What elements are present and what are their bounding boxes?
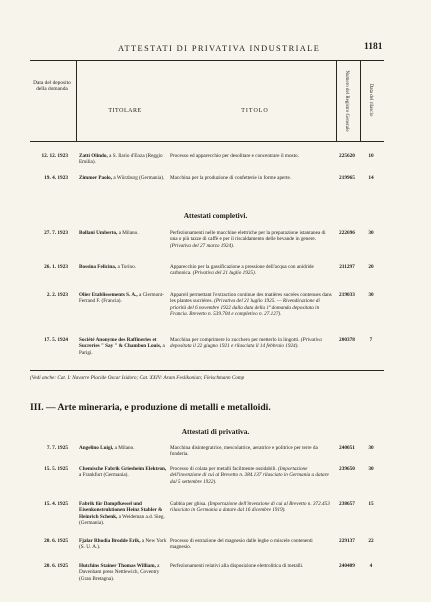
row-sheet: 30 xyxy=(368,292,374,298)
row-holder: Angelino Luigi, a Milano. xyxy=(79,445,135,451)
row-date: 15. 4. 1925 xyxy=(44,501,68,507)
row-title: Macchina per la produzione di confetterie in forme aperte. xyxy=(170,175,292,181)
row-title: Perfezionamenti relativi alla disposizione elettrolitica di metalli. xyxy=(170,563,304,569)
row-title: Processo di estrazione del magnesio dalle leghe o miscele contenenti magnesio. xyxy=(170,538,313,551)
cross-reference: (Vedi anche: Cat. I: Navarre Placide Oscar Isidoro; Cat. XXIV: Aram Feslikonian; Fleischmann Comp xyxy=(30,375,245,381)
row-number: 222696 xyxy=(339,230,355,236)
row-holder: Bossina Felicina, a Torino. xyxy=(79,264,137,270)
col-divider xyxy=(336,60,337,141)
row-sheet: 4 xyxy=(369,563,373,569)
row-date: 27. 7. 1923 xyxy=(44,230,68,236)
running-title: ATTESTATI DI PRIVATIVA INDUSTRIALE xyxy=(118,44,321,53)
row-date: 20. 6. 1925 xyxy=(44,538,68,544)
row-date: 19. 4. 1923 xyxy=(44,175,68,181)
row-holder: Chemische Fabrik Griesheim Elektron, a Frankfurt (Germania). xyxy=(79,466,167,479)
row-holder: Société Anonyme des Raffineries et Sucreries " Say " & Chambon Louis, a Parigi. xyxy=(79,337,165,356)
row-sheet: 15 xyxy=(368,501,374,507)
row-title: Apparecchio per la gassificazione a pressione dell'acqua con anidride carbonica. (Privativa del 21 luglio 1925). xyxy=(170,264,314,277)
row-title: Processo ed apparecchio per desolitare e concentrare il mosto. xyxy=(170,153,299,159)
row-date: 26. 1. 1923 xyxy=(44,264,68,270)
row-title: Macchina disintegratrice, mescolatrice, aeratrice e politrice per terre da fonderia. xyxy=(170,445,318,458)
column-number-header: Numero del Registro Generale xyxy=(344,70,349,132)
row-holder: Zimmer Paolo, a Würzburg (Germania). xyxy=(79,175,165,181)
row-date: 7. 7. 1925 xyxy=(46,445,68,451)
row-sheet: 30 xyxy=(368,230,374,236)
row-number: 240051 xyxy=(339,445,355,451)
row-title: Macchina per comprimere lo zucchero per metterlo in lingotti. (Privativa depositata il 22 giugno 1921 e rilasciata il 14 febbraio 1924). xyxy=(170,337,322,350)
section-title: III. — Arte mineraria, e produzione di metalli e metalloidi. xyxy=(30,402,271,413)
row-sheet: 7 xyxy=(369,337,373,343)
column-title-header: TITOLO xyxy=(241,108,269,114)
row-number: 225620 xyxy=(339,153,355,159)
col-divider xyxy=(76,60,77,141)
row-title: Gabbia per ghisa. (Importazione dell'invenzione di cui al Brevetto n. 372.453 rilasciato in Germania a datare dal 16 dicembre 1919). xyxy=(170,501,330,514)
row-title: Appareil permettant l'extraction continue des matières sucrées contenues dans les plantes sucrières. (Privativa del 21 luglio 1925. — Rivendicazione di priorità del 6 novembre 1922 dalla data della 1ª domanda depositata in Francia. Brevetto n. 539.704 e completivo n. 27.127). xyxy=(170,292,332,318)
row-date: 20. 6. 1925 xyxy=(44,563,68,569)
completivi-heading: Attestati completivi. xyxy=(183,211,248,220)
row-sheet: 14 xyxy=(368,175,374,181)
row-date: 15. 5. 1925 xyxy=(44,466,68,472)
column-sheet-header: Data del rilascio xyxy=(368,83,373,117)
row-holder: Olier Etablissements S. A., a Clermont-Ferrand F. (Francia). xyxy=(79,292,164,305)
column-date-header: Data del deposito della domanda xyxy=(33,80,71,93)
row-sheet: 30 xyxy=(368,466,374,472)
row-title: Processo di colata per metalli facilmente ossidabili. (Importazione dell'invenzione di cui al Brevetto n. 384.137 rilasciato in Germania a datare dal 5 settembre 1922). xyxy=(170,466,329,485)
col-divider xyxy=(360,60,361,141)
row-sheet: 20 xyxy=(368,264,374,270)
row-title: Perfezionamenti nelle macchine elettriche per la preparazione istantanea di una o più tazze di caffè e per il riscaldamento delle bevande in genere. (Privativa del 27 marzo 1924). xyxy=(170,230,326,249)
top-rule xyxy=(30,60,384,61)
row-holder: Fabrik für Dampfkessel und Eisenkonstruktionen Heinz Stabler & Heinrich Schenk, a Weideman a.d. Sieg. (Germania). xyxy=(79,501,165,527)
row-sheet: 10 xyxy=(368,153,374,159)
divider xyxy=(30,370,384,371)
row-date: 17. 5. 1924 xyxy=(44,337,68,343)
page-number: 1181 xyxy=(364,42,383,52)
row-sheet: 30 xyxy=(368,445,374,451)
row-holder: Bollani Umberto, a Milano. xyxy=(79,230,139,236)
row-number: 211297 xyxy=(339,264,355,270)
row-number: 240409 xyxy=(339,563,355,569)
row-number: 239650 xyxy=(339,466,355,472)
row-number: 219033 xyxy=(339,292,355,298)
row-sheet: 22 xyxy=(368,538,374,544)
row-number: 229137 xyxy=(339,538,355,544)
row-date: 2. 2. 1923 xyxy=(46,292,68,298)
row-number: 238657 xyxy=(339,501,355,507)
row-number: 219965 xyxy=(339,175,355,181)
row-number: 200378 xyxy=(339,337,355,343)
column-holder-header: TITOLARE xyxy=(108,108,142,114)
row-holder: Hutchins Stainer Thomas William, a Davenham press Nettlewich, Coventry (Gran Bretagna). xyxy=(79,563,160,582)
row-holder: Fjalar Rhodia Brodde Erik, a New York (S. U. A.). xyxy=(79,538,167,551)
row-holder: Zatti Olindo, a S. Ilario d'Enza (Reggio Emilia). xyxy=(79,153,163,166)
header-rule xyxy=(30,141,384,142)
privativa-heading: Attestati di privativa. xyxy=(181,427,250,436)
row-date: 12. 12. 1923 xyxy=(41,153,68,159)
